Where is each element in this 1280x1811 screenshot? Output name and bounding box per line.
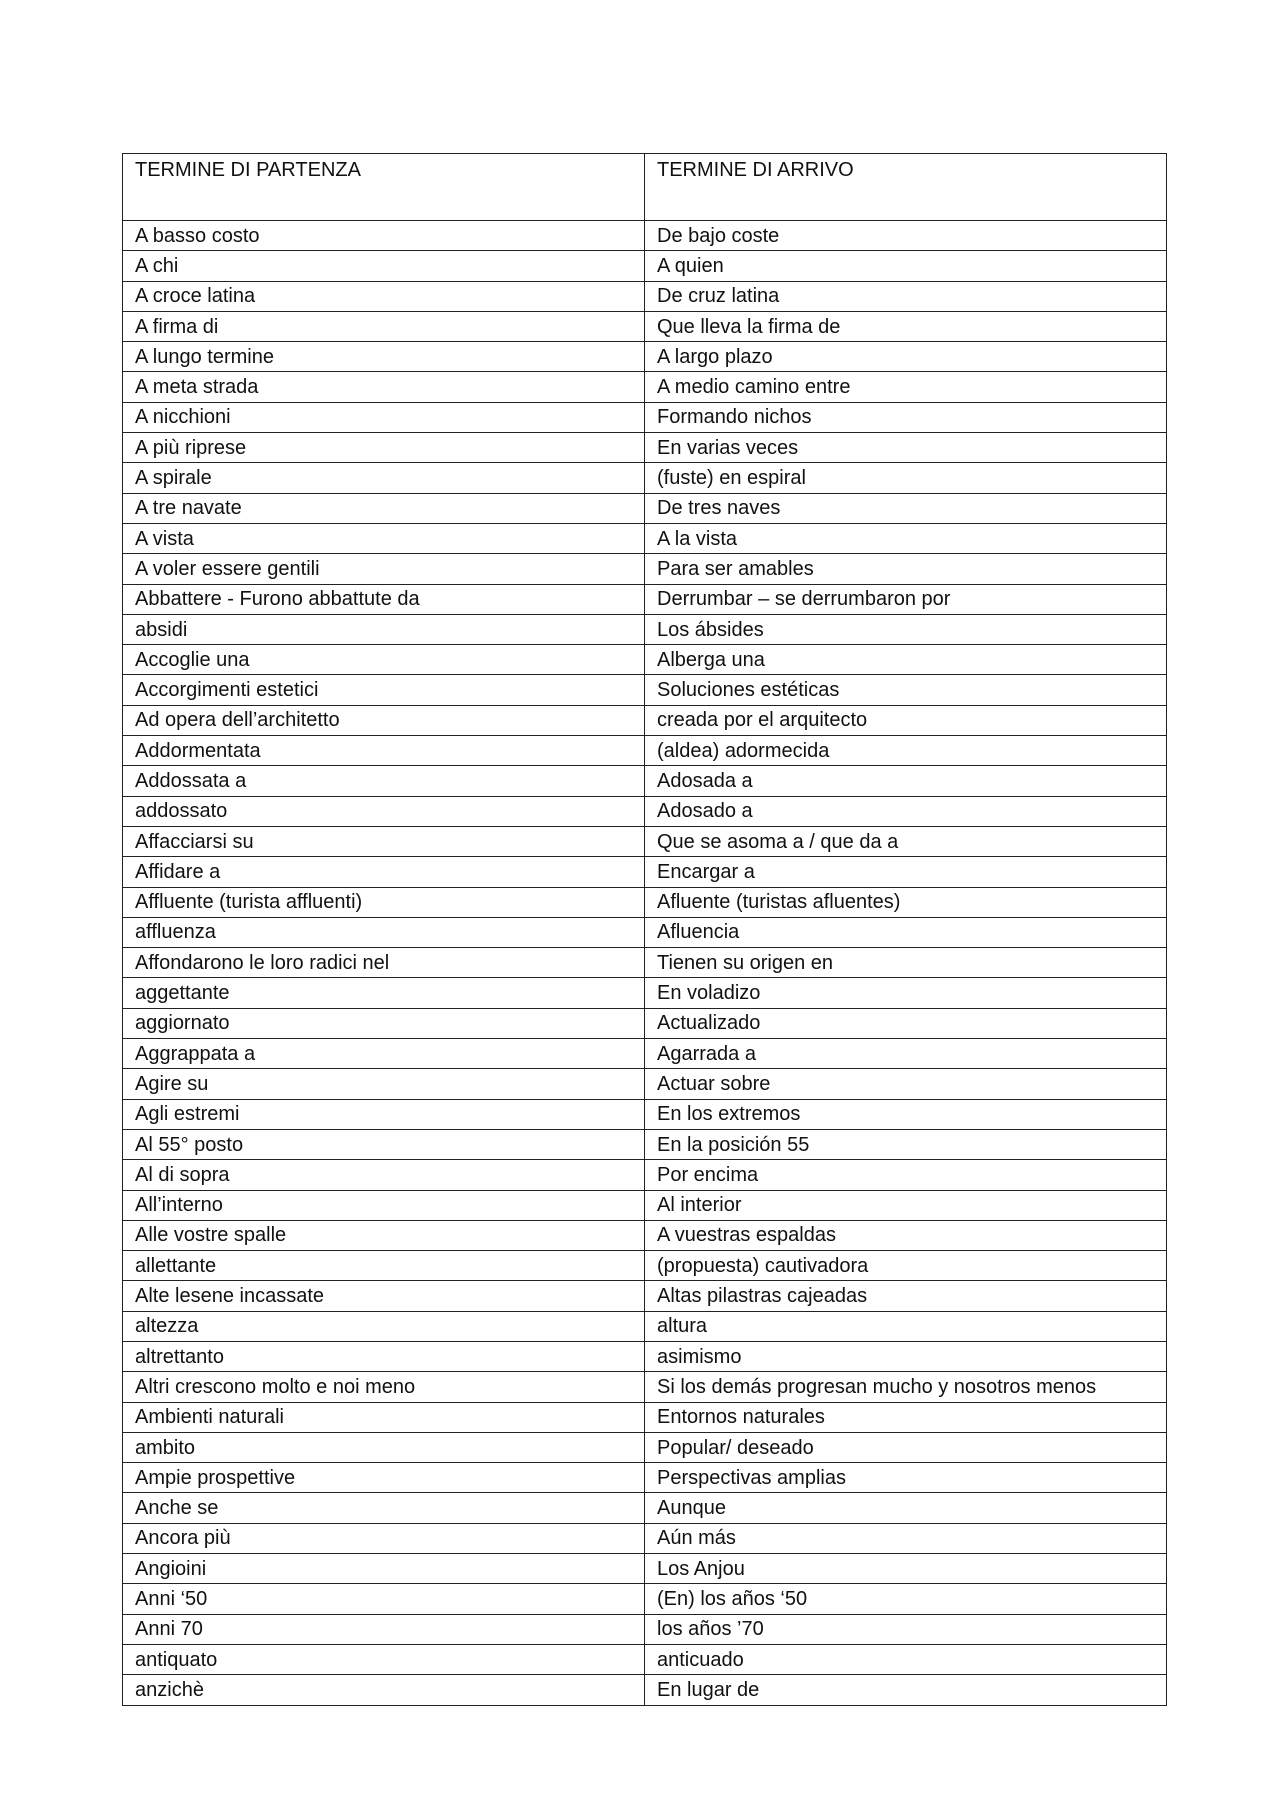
target-term-cell: Tienen su origen en: [645, 948, 1167, 978]
source-term-cell: A meta strada: [123, 372, 645, 402]
source-term-cell: Affondarono le loro radici nel: [123, 948, 645, 978]
source-term-cell: Al di sopra: [123, 1160, 645, 1190]
target-term-cell: Actuar sobre: [645, 1069, 1167, 1099]
source-term-cell: Ad opera dell’architetto: [123, 705, 645, 735]
target-term-cell: (fuste) en espiral: [645, 463, 1167, 493]
table-row: [123, 675, 1167, 705]
target-term-cell: En varias veces: [645, 433, 1167, 463]
table-row: [123, 1220, 1167, 1250]
table-row: [123, 1069, 1167, 1099]
source-term-cell: A basso costo: [123, 221, 645, 251]
target-term-cell: (propuesta) cautivadora: [645, 1251, 1167, 1281]
source-term-cell: A voler essere gentili: [123, 554, 645, 584]
table-row: [123, 1493, 1167, 1523]
table-row: [123, 402, 1167, 432]
source-term-cell: Ambienti naturali: [123, 1402, 645, 1432]
target-term-cell: anticuado: [645, 1644, 1167, 1674]
source-term-cell: Agire su: [123, 1069, 645, 1099]
table-row: [123, 1099, 1167, 1129]
table-row: [123, 1554, 1167, 1584]
target-term-cell: Afluente (turistas afluentes): [645, 887, 1167, 917]
table-row: [123, 1311, 1167, 1341]
table-row: [123, 766, 1167, 796]
table-row: [123, 948, 1167, 978]
table-row: [123, 1463, 1167, 1493]
target-term-cell: A medio camino entre: [645, 372, 1167, 402]
target-term-cell: En la posición 55: [645, 1129, 1167, 1159]
source-term-cell: anzichè: [123, 1675, 645, 1705]
table-row: [123, 372, 1167, 402]
source-term-cell: Ancora più: [123, 1523, 645, 1553]
source-term-cell: Affacciarsi su: [123, 826, 645, 856]
source-term-cell: All’interno: [123, 1190, 645, 1220]
source-term-cell: Altri crescono molto e noi meno: [123, 1372, 645, 1402]
source-term-cell: Alte lesene incassate: [123, 1281, 645, 1311]
target-term-cell: A quien: [645, 251, 1167, 281]
target-term-cell: Perspectivas amplias: [645, 1463, 1167, 1493]
source-term-cell: affluenza: [123, 917, 645, 947]
source-term-cell: A firma di: [123, 311, 645, 341]
source-term-cell: aggettante: [123, 978, 645, 1008]
table-row: [123, 311, 1167, 341]
table-row: [123, 917, 1167, 947]
target-term-cell: Encargar a: [645, 857, 1167, 887]
source-term-cell: Alle vostre spalle: [123, 1220, 645, 1250]
target-term-cell: De cruz latina: [645, 281, 1167, 311]
source-term-cell: Aggrappata a: [123, 1039, 645, 1069]
table-row: [123, 1644, 1167, 1674]
target-term-cell: En lugar de: [645, 1675, 1167, 1705]
target-term-cell: altura: [645, 1311, 1167, 1341]
table-row: [123, 1281, 1167, 1311]
source-term-cell: Affluente (turista affluenti): [123, 887, 645, 917]
table-row: [123, 978, 1167, 1008]
target-term-cell: Popular/ deseado: [645, 1432, 1167, 1462]
source-term-cell: Abbattere - Furono abbattute da: [123, 584, 645, 614]
table-row: [123, 1675, 1167, 1705]
target-term-cell: Por encima: [645, 1160, 1167, 1190]
table-row: [123, 705, 1167, 735]
target-term-cell: (aldea) adormecida: [645, 736, 1167, 766]
target-term-cell: Soluciones estéticas: [645, 675, 1167, 705]
target-term-cell: Si los demás progresan mucho y nosotros menos: [645, 1372, 1167, 1402]
table-row: [123, 1402, 1167, 1432]
table-row: [123, 251, 1167, 281]
target-term-cell: Los ábsides: [645, 614, 1167, 644]
source-term-cell: Accorgimenti estetici: [123, 675, 645, 705]
source-term-cell: A vista: [123, 523, 645, 553]
table-row: [123, 433, 1167, 463]
source-term-cell: Anni 70: [123, 1614, 645, 1644]
source-term-cell: addossato: [123, 796, 645, 826]
header-source-term: TERMINE DI PARTENZA: [123, 154, 645, 221]
source-term-cell: Affidare a: [123, 857, 645, 887]
table-header: [123, 154, 1167, 221]
table-row: [123, 1251, 1167, 1281]
source-term-cell: A chi: [123, 251, 645, 281]
target-term-cell: Que se asoma a / que da a: [645, 826, 1167, 856]
source-term-cell: ambito: [123, 1432, 645, 1462]
source-term-cell: altezza: [123, 1311, 645, 1341]
target-term-cell: En los extremos: [645, 1099, 1167, 1129]
target-term-cell: Entornos naturales: [645, 1402, 1167, 1432]
source-term-cell: absidi: [123, 614, 645, 644]
table-row: [123, 1008, 1167, 1038]
source-term-cell: A croce latina: [123, 281, 645, 311]
table-row: [123, 887, 1167, 917]
source-term-cell: antiquato: [123, 1644, 645, 1674]
table-row: [123, 614, 1167, 644]
table-row: [123, 1190, 1167, 1220]
table-body: [123, 221, 1167, 1706]
table-row: [123, 796, 1167, 826]
target-term-cell: A largo plazo: [645, 342, 1167, 372]
table-row: [123, 1432, 1167, 1462]
target-term-cell: los años ’70: [645, 1614, 1167, 1644]
table-row: [123, 342, 1167, 372]
target-term-cell: Que lleva la firma de: [645, 311, 1167, 341]
table-row: [123, 1584, 1167, 1614]
target-term-cell: Al interior: [645, 1190, 1167, 1220]
table-row: [123, 493, 1167, 523]
table-row: [123, 1372, 1167, 1402]
source-term-cell: Anni ‘50: [123, 1584, 645, 1614]
target-term-cell: En voladizo: [645, 978, 1167, 1008]
table-row: [123, 1129, 1167, 1159]
table-row: [123, 221, 1167, 251]
target-term-cell: (En) los años ‘50: [645, 1584, 1167, 1614]
target-term-cell: Formando nichos: [645, 402, 1167, 432]
source-term-cell: Anche se: [123, 1493, 645, 1523]
source-term-cell: Addormentata: [123, 736, 645, 766]
source-term-cell: Angioini: [123, 1554, 645, 1584]
table-row: [123, 1523, 1167, 1553]
source-term-cell: A più riprese: [123, 433, 645, 463]
source-term-cell: aggiornato: [123, 1008, 645, 1038]
table-row: [123, 826, 1167, 856]
table-row: [123, 523, 1167, 553]
source-term-cell: altrettanto: [123, 1341, 645, 1371]
target-term-cell: De bajo coste: [645, 221, 1167, 251]
table-row: [123, 463, 1167, 493]
table-row: [123, 281, 1167, 311]
table-row: [123, 1039, 1167, 1069]
target-term-cell: De tres naves: [645, 493, 1167, 523]
target-term-cell: Los Anjou: [645, 1554, 1167, 1584]
source-term-cell: A tre navate: [123, 493, 645, 523]
target-term-cell: A vuestras espaldas: [645, 1220, 1167, 1250]
source-term-cell: A nicchioni: [123, 402, 645, 432]
table-row: [123, 1160, 1167, 1190]
target-term-cell: Adosado a: [645, 796, 1167, 826]
table-row: [123, 1614, 1167, 1644]
glossary-table: [122, 153, 1167, 1706]
target-term-cell: Agarrada a: [645, 1039, 1167, 1069]
target-term-cell: Derrumbar – se derrumbaron por: [645, 584, 1167, 614]
target-term-cell: Adosada a: [645, 766, 1167, 796]
target-term-cell: Para ser amables: [645, 554, 1167, 584]
source-term-cell: Agli estremi: [123, 1099, 645, 1129]
target-term-cell: asimismo: [645, 1341, 1167, 1371]
target-term-cell: Actualizado: [645, 1008, 1167, 1038]
source-term-cell: Ampie prospettive: [123, 1463, 645, 1493]
target-term-cell: A la vista: [645, 523, 1167, 553]
table-row: [123, 1341, 1167, 1371]
source-term-cell: Addossata a: [123, 766, 645, 796]
table-row: [123, 645, 1167, 675]
table-row: [123, 584, 1167, 614]
table-row: [123, 554, 1167, 584]
target-term-cell: creada por el arquitecto: [645, 705, 1167, 735]
table-row: [123, 736, 1167, 766]
source-term-cell: A lungo termine: [123, 342, 645, 372]
source-term-cell: A spirale: [123, 463, 645, 493]
header-target-term: TERMINE DI ARRIVO: [645, 154, 1167, 221]
target-term-cell: Aún más: [645, 1523, 1167, 1553]
header-row: [123, 154, 1167, 221]
target-term-cell: Alberga una: [645, 645, 1167, 675]
target-term-cell: Altas pilastras cajeadas: [645, 1281, 1167, 1311]
table-row: [123, 857, 1167, 887]
source-term-cell: allettante: [123, 1251, 645, 1281]
source-term-cell: Al 55° posto: [123, 1129, 645, 1159]
target-term-cell: Aunque: [645, 1493, 1167, 1523]
source-term-cell: Accoglie una: [123, 645, 645, 675]
target-term-cell: Afluencia: [645, 917, 1167, 947]
